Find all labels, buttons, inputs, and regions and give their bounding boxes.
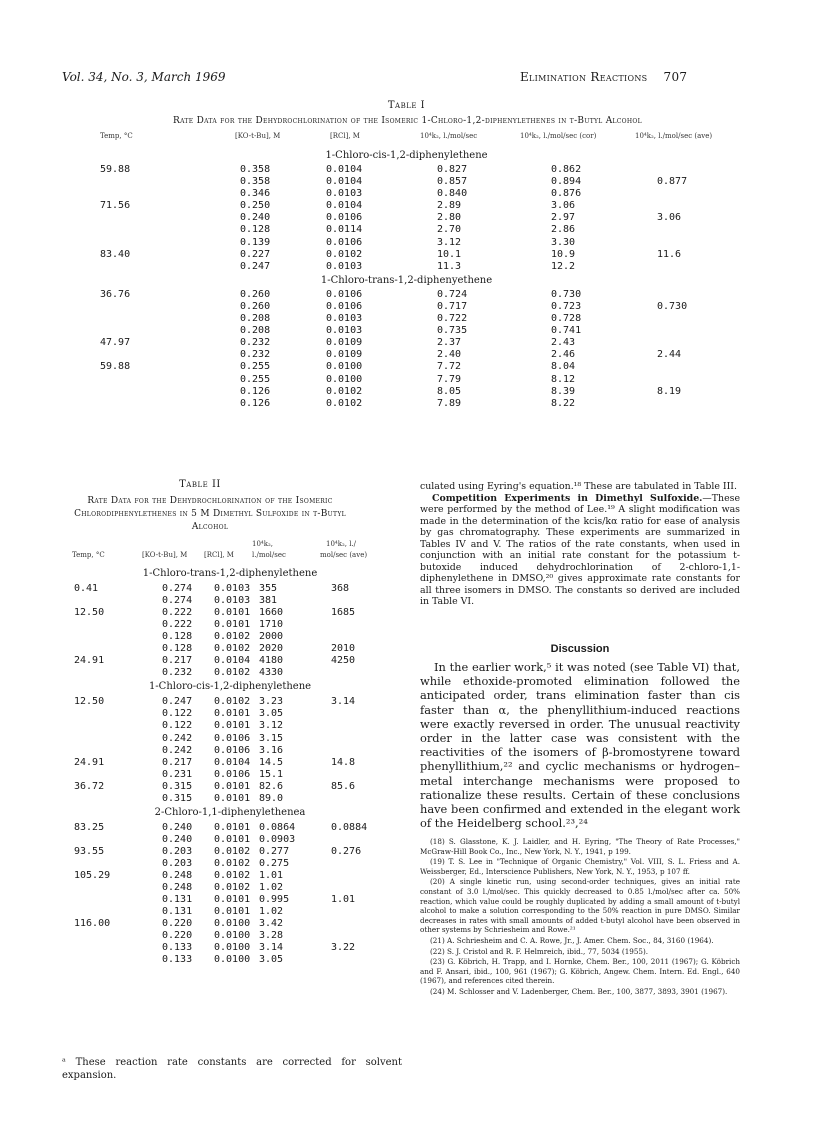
table-cell: 4330 [259, 667, 284, 679]
table-cell: 0.0884 [331, 821, 368, 833]
reference-24: (24) M. Schlosser and V. Ladenberger, Chem. Ber., 100, 3877, 3893, 3901 (1967). [430, 986, 728, 996]
running-header-volume: Vol. 34, No. 3, March 1969 [62, 70, 226, 84]
body-text-right-top [420, 481, 740, 608]
table-cell: 83.25 [74, 821, 105, 833]
table-cell: 0.862 [551, 164, 582, 175]
table2-header-k2-line1: 10⁴k₂, [252, 540, 273, 548]
table-cell: 0.217 [162, 655, 193, 667]
table-row [0, 224, 813, 236]
table-cell: 0.0100 [214, 930, 251, 942]
table-cell: 0.232 [240, 349, 271, 361]
table-cell: 8.04 [551, 361, 576, 373]
table2-footnote: ᵃ These reaction rate constants are corrected for solvent expansion. [62, 1057, 402, 1081]
table-row [0, 164, 813, 176]
table-cell: 0.126 [240, 385, 271, 397]
table2-section-label: 1-Chloro-trans-1,2-diphenylethene [142, 568, 318, 579]
table-cell: 381 [259, 595, 278, 607]
table-cell: 2020 [259, 643, 284, 655]
table-cell: 0.275 [259, 857, 290, 869]
table-cell: 83.40 [100, 248, 131, 260]
table-cell: 2.40 [437, 349, 462, 361]
table1-body [0, 148, 813, 410]
table-row [0, 954, 400, 966]
table-cell: 0.240 [162, 821, 193, 833]
table-cell: 3.14 [331, 696, 356, 708]
table-cell: 3.30 [551, 236, 576, 248]
table-cell: 8.12 [551, 373, 576, 385]
table-cell: 7.72 [437, 361, 462, 373]
table-cell: 0.222 [162, 607, 193, 619]
table-cell: 0.894 [551, 176, 582, 188]
table-row [0, 708, 400, 720]
table-cell: 0.131 [162, 906, 193, 918]
table-cell: 0.220 [162, 930, 193, 942]
table-cell: 0.0100 [214, 918, 251, 930]
table-cell: 85.6 [331, 780, 356, 792]
table-cell: 0.255 [240, 361, 271, 373]
table-row [0, 349, 813, 361]
table-cell: 0.0100 [326, 373, 363, 385]
table-cell: 0.0101 [214, 821, 251, 833]
table-cell: 0.315 [162, 780, 193, 792]
table-cell: 15.1 [259, 768, 284, 780]
table-row [0, 237, 813, 249]
table-row [0, 313, 813, 325]
table-cell: 7.79 [437, 373, 462, 385]
table-cell: 0.0103 [326, 313, 363, 325]
competition-heading: Competition Experiments in Dimethyl Sulfoxide. [432, 492, 703, 504]
table-row [0, 212, 813, 224]
table-row [0, 882, 400, 894]
table-cell: 0.0101 [214, 780, 251, 792]
reference-19: (19) T. S. Lee in "Technique of Organic Chemistry," Vol. VIII, S. L. Friess and A. Weissberger, Ed., Interscience Publishers, New York, N. Y., 1953, p 107 ff. [420, 857, 740, 876]
table-cell: 59.88 [100, 361, 131, 373]
table2-header-rcl: [RCl], M [204, 551, 234, 559]
table1-header-rcl: [RCl], M [330, 132, 360, 140]
discussion-paragraph: In the earlier work,⁵ it was noted (see Table VI) that, while ethoxide-promoted elimination followed the anticipated order, trans elimination faster than cis faster than α, the phenyllithium-induced reactions were exactly reversed in order. The unusual reactivity order in the latter case was consistent with the reactivities of the isomers of β-bromostyrene toward phenyllithium,²² and cyclic mechanisms or hydrogen–metal interchange mechanisms were proposed to rationalize these results. Certain of these conclusions have been confirmed and extended in the elegant work of the Heidelberg school.²³,²⁴ [420, 660, 740, 831]
table-cell: 71.56 [100, 200, 131, 212]
table-cell: 0.203 [162, 857, 193, 869]
table-cell: 0.242 [162, 744, 193, 756]
table-cell: 0.0114 [326, 224, 363, 236]
table-cell: 8.19 [657, 385, 682, 397]
table-row [0, 781, 400, 793]
table-cell: 0.255 [240, 373, 271, 385]
table-cell: 0.122 [162, 708, 193, 720]
table-cell: 0.346 [240, 188, 271, 200]
competition-text: —These were performed by the method of Lee.¹⁹ A slight modification was made in the determination of the kcis/kα ratio for ease of analysis by gas chromatography. These experiments are summarized in Tables IV and V. The ratios of the rate constants, when used in conjunction with an initial rate constant for the potassium t-butoxide induced dehydrochlorination of 2-chloro-1,1-diphenylethene in DMSO,²⁰ gives approximate rate constants for all three isomers in DMSO. The constants so derived are included in Table VI. [420, 492, 740, 607]
table-cell: 12.50 [74, 696, 105, 708]
table-cell: 3.28 [259, 930, 284, 942]
table-row [0, 361, 813, 373]
table-cell: 11.3 [437, 260, 462, 272]
table-cell: 12.50 [74, 607, 105, 619]
table-cell: 3.06 [657, 212, 682, 224]
table-cell: 0.227 [240, 248, 271, 260]
table-cell: 1.01 [259, 869, 284, 881]
table-cell: 0.0106 [214, 744, 251, 756]
table1-header-temp: Temp, °C [100, 132, 133, 140]
table-row [0, 619, 400, 631]
table-cell: 0.735 [437, 325, 468, 337]
table-cell: 0.0109 [326, 349, 363, 361]
table-cell: 0.274 [162, 595, 193, 607]
table-cell: 0.222 [162, 619, 193, 631]
table-cell: 0.208 [240, 325, 271, 337]
table-cell: 0.0102 [214, 869, 251, 881]
table-cell: 0.0102 [326, 248, 363, 260]
table2-header-base: [KO-t-Bu], M [142, 551, 188, 559]
table-cell: 93.55 [74, 845, 105, 857]
table-row [0, 249, 813, 261]
table-row [0, 942, 400, 954]
table-cell: 0.0102 [214, 882, 251, 894]
table-cell: 0.128 [162, 631, 193, 643]
table-cell: 0.41 [74, 583, 99, 594]
table-cell: 0.0102 [214, 845, 251, 857]
table1-section-label: 1-Chloro-trans-1,2-diphenyethene [320, 274, 493, 286]
table-cell: 0.315 [162, 792, 193, 804]
table-row [0, 745, 400, 757]
table-cell: 3.12 [437, 236, 462, 248]
table-cell: 2.37 [437, 337, 462, 349]
table-row [0, 834, 400, 846]
table-cell: 0.276 [331, 845, 362, 857]
table-cell: 0.0101 [214, 607, 251, 619]
table1-title: Table I [387, 100, 426, 111]
table-cell: 0.203 [162, 845, 193, 857]
table-row [0, 757, 400, 769]
table-cell: 0.0104 [326, 176, 363, 188]
table-cell: 0.128 [162, 643, 193, 655]
table-cell: 2.44 [657, 349, 682, 361]
table-cell: 0.274 [162, 583, 193, 594]
table-cell: 0.730 [657, 300, 688, 312]
table1-header-k2: 10⁴k₂, l./mol/sec [420, 132, 478, 140]
table-cell: 3.05 [259, 708, 284, 720]
table-cell: 3.16 [259, 744, 284, 756]
table-row [0, 793, 400, 805]
table-cell: 3.15 [259, 732, 284, 744]
table-cell: 0.840 [437, 188, 468, 200]
table-cell: 8.39 [551, 385, 576, 397]
table-cell: 0.0100 [214, 942, 251, 954]
table-cell: 0.133 [162, 954, 193, 966]
reference-20: (20) A single kinetic run, using second-order techniques, gives an initial rate constant of 3.0 l./mol/sec. This quickly decreased to 0.85 l./mol/sec after ca. 50% reaction, which value could be roughly duplicated by adding a small amount of t-butyl alcohol to make a solution corresponding to the 50% reaction in pure DMSO. Similar decreases in rates with small amounts of added t-butyl alcohol have been observed in other systems by Schriesheim and Rowe.²¹ [420, 877, 740, 935]
table-cell: 0.0100 [326, 361, 363, 373]
table-cell: 2.46 [551, 349, 576, 361]
table-cell: 0.0102 [326, 385, 363, 397]
table-cell: 0.857 [437, 176, 468, 188]
table-cell: 0.247 [240, 260, 271, 272]
table-cell: 0.0103 [326, 188, 363, 200]
table-cell: 0.722 [437, 313, 468, 325]
table-cell: 0.995 [259, 894, 290, 906]
table-cell: 14.8 [331, 756, 356, 768]
table-cell: 0.358 [240, 176, 271, 188]
table-cell: 2.80 [437, 212, 462, 224]
table-row [0, 374, 813, 386]
table2-section-label: 1-Chloro-cis-1,2-diphenylethene [148, 681, 312, 693]
table-cell: 0.232 [240, 337, 271, 349]
table-row [0, 583, 400, 595]
table-row [0, 301, 813, 313]
table-row [0, 643, 400, 655]
table-cell: 0.0102 [214, 631, 251, 643]
table-cell: 0.0104 [214, 756, 251, 768]
table-row [0, 325, 813, 337]
table-row [0, 386, 813, 398]
table-cell: 3.14 [259, 942, 284, 954]
table-row [0, 667, 400, 679]
table2-header-temp: Temp, °C [72, 551, 105, 559]
table-cell: 2.89 [437, 200, 462, 212]
table-cell: 0.250 [240, 200, 271, 212]
table-cell: 3.23 [259, 696, 284, 708]
references [420, 837, 740, 998]
table-cell: 12.2 [551, 260, 576, 272]
table-cell: 0.0103 [326, 260, 363, 272]
table-cell: 0.0101 [214, 619, 251, 631]
table-cell: 0.0109 [326, 337, 363, 349]
table2-header-ave-line2: mol/sec (ave) [320, 551, 368, 559]
table-cell: 1.01 [331, 894, 356, 906]
table-cell: 0.728 [551, 313, 582, 325]
table-row [0, 822, 400, 834]
table-cell: 0.877 [657, 176, 688, 188]
table2-caption: Rate Data for the Dehydrochlorination of the Isomeric Chlorodiphenylethenes in 5 M Dimethyl Sulfoxide in t-Butyl Alcohol [74, 496, 346, 532]
table-cell: 0.0102 [214, 857, 251, 869]
reference-18: (18) S. Glasstone, K. J. Laidler, and H. Eyring, "The Theory of Rate Processes," McGraw-Hill Book Co., Inc., New York, N. Y., 1941, p 199. [420, 837, 740, 856]
table-row [0, 631, 400, 643]
table-cell: 59.88 [100, 164, 131, 175]
table-cell: 2010 [331, 643, 356, 655]
table-cell: 82.6 [259, 780, 284, 792]
table-cell: 0.0101 [214, 708, 251, 720]
table-row [0, 769, 400, 781]
table-cell: 0.260 [240, 288, 271, 300]
table-cell: 0.0100 [214, 954, 251, 966]
table-cell: 0.0102 [214, 667, 251, 679]
table-row [0, 337, 813, 349]
table-cell: 1.02 [259, 882, 284, 894]
table-row [0, 720, 400, 732]
table-cell: 0.0102 [326, 397, 363, 409]
table-cell: 3.06 [551, 200, 576, 212]
table-cell: 36.72 [74, 780, 105, 792]
running-header-section: Elimination Reactions [520, 70, 648, 84]
table-cell: 0.876 [551, 188, 582, 200]
table-cell: 0.139 [240, 236, 271, 248]
table-row [0, 595, 400, 607]
table-cell: 0.730 [551, 288, 582, 300]
table-cell: 47.97 [100, 337, 131, 349]
table-cell: 0.0106 [326, 288, 363, 300]
table-cell: 0.0101 [214, 833, 251, 845]
reference-22: (22) S. J. Cristol and R. F. Helmreich, ibid., 77, 5034 (1955). [430, 946, 649, 956]
table-cell: 0.0101 [214, 906, 251, 918]
table-cell: 24.91 [74, 655, 105, 667]
table-row [0, 188, 813, 200]
table2-section-label: 2-Chloro-1,1-diphenylethenea [154, 806, 306, 818]
table-cell: 4180 [259, 655, 284, 667]
table-row [0, 846, 400, 858]
table-cell: 355 [259, 583, 278, 594]
table1-header-base: [KO-t-Bu], M [235, 132, 281, 140]
table-cell: 2.86 [551, 224, 576, 236]
table-cell: 36.76 [100, 288, 131, 300]
table2-header-ave-line1: 10⁴k₂, l./ [326, 540, 357, 548]
table1-header-k2-cor: 10⁴k₂, l./mol/sec (cor) [520, 132, 597, 140]
discussion-text [420, 660, 740, 830]
table-cell: 0.240 [162, 833, 193, 845]
table-cell: 1660 [259, 607, 284, 619]
table-row [0, 858, 400, 870]
table-cell: 4250 [331, 655, 356, 667]
table-row [0, 176, 813, 188]
table-cell: 0.0903 [259, 833, 296, 845]
table-row [0, 696, 400, 708]
table-cell: 0.260 [240, 300, 271, 312]
reference-21: (21) A. Schriesheim and C. A. Rowe, Jr., J. Amer. Chem. Soc., 84, 3160 (1964). [430, 935, 714, 945]
table-cell: 2000 [259, 631, 284, 643]
table-cell: 0.232 [162, 667, 193, 679]
table1-header-k2-ave: 10⁴k₂, l./mol/sec (ave) [635, 132, 713, 140]
table-row [0, 894, 400, 906]
table-cell: 0.827 [437, 164, 468, 175]
table-cell: 14.5 [259, 756, 284, 768]
table-cell: 0.247 [162, 696, 193, 708]
table2-title: Table II [179, 479, 221, 490]
table-cell: 0.0864 [259, 821, 296, 833]
table-cell: 0.358 [240, 164, 271, 175]
table-row [0, 930, 400, 942]
table1-section-label: 1-Chloro-cis-1,2-diphenylethene [325, 150, 488, 161]
table-cell: 0.248 [162, 869, 193, 881]
table-cell: 0.231 [162, 768, 193, 780]
table-cell: 2.97 [551, 212, 576, 224]
table-cell: 0.126 [240, 397, 271, 409]
paragraph-eyring: culated using Eyring's equation.¹⁸ These are tabulated in Table III. [420, 481, 737, 492]
reference-23: (23) G. Köbrich, H. Trapp, and I. Hornke, Chem. Ber., 100, 2011 (1967); G. Köbrich and F. Ansari, ibid., 100, 961 (1967); G. Köbrich, Angew. Chem. Intern. Ed. Engl., 640 (1967), and references cited therein. [420, 957, 740, 986]
table1-caption: Rate Data for the Dehydrochlorination of the Isomeric 1-Chloro-1,2-diphenylethenes in t-Butyl Alcohol [173, 116, 642, 126]
table-cell: 0.0106 [214, 732, 251, 744]
table-cell: 1710 [259, 619, 284, 631]
table-row [0, 655, 400, 667]
table-row [0, 906, 400, 918]
table-row [0, 200, 813, 212]
table-cell: 0.0102 [214, 696, 251, 708]
table-cell: 8.22 [551, 397, 576, 409]
table-cell: 0.0101 [214, 894, 251, 906]
table-cell: 0.724 [437, 288, 468, 300]
table-row [0, 870, 400, 882]
table-cell: 3.22 [331, 942, 356, 954]
table-row [0, 289, 813, 301]
table-cell: 0.133 [162, 942, 193, 954]
table-cell: 7.89 [437, 397, 462, 409]
table2-header-k2-line2: l./mol/sec [252, 551, 286, 559]
table-cell: 0.0106 [326, 300, 363, 312]
table-cell: 2.70 [437, 224, 462, 236]
table-cell: 0.242 [162, 732, 193, 744]
page-number: 707 [663, 70, 688, 84]
table-cell: 368 [331, 583, 350, 594]
table-cell: 0.723 [551, 300, 582, 312]
table-row [0, 398, 813, 410]
table-cell: 10.9 [551, 248, 576, 260]
paragraph-competition [420, 493, 740, 608]
table-cell: 0.0103 [326, 325, 363, 337]
table-cell: 3.05 [259, 954, 284, 966]
table-cell: 10.1 [437, 248, 462, 260]
table-cell: 0.717 [437, 300, 468, 312]
table-cell: 8.05 [437, 385, 462, 397]
table-cell: 0.277 [259, 845, 290, 857]
table-cell: 0.217 [162, 756, 193, 768]
table-cell: 1685 [331, 607, 356, 619]
table-cell: 89.0 [259, 792, 284, 804]
table-cell: 0.0101 [214, 720, 251, 732]
table-cell: 105.29 [74, 869, 111, 881]
table-cell: 0.248 [162, 882, 193, 894]
table-cell: 116.00 [74, 918, 111, 930]
table-cell: 0.0103 [214, 595, 251, 607]
table-cell: 0.0103 [214, 583, 251, 594]
table-cell: 0.741 [551, 325, 582, 337]
table-cell: 3.42 [259, 918, 284, 930]
table-cell: 0.0104 [326, 164, 363, 175]
table-cell: 0.0101 [214, 792, 251, 804]
table-cell: 0.0106 [326, 236, 363, 248]
table-cell: 0.220 [162, 918, 193, 930]
table-row [0, 261, 813, 273]
table-cell: 0.240 [240, 212, 271, 224]
table-row [0, 733, 400, 745]
table-cell: 0.128 [240, 224, 271, 236]
table-row [0, 607, 400, 619]
table-cell: 1.02 [259, 906, 284, 918]
table-cell: 0.0106 [326, 212, 363, 224]
table-cell: 24.91 [74, 756, 105, 768]
table-cell: 11.6 [657, 248, 682, 260]
running-header-title [520, 70, 687, 84]
table-cell: 0.208 [240, 313, 271, 325]
table-cell: 3.12 [259, 720, 284, 732]
table-cell: 0.131 [162, 894, 193, 906]
table-cell: 0.0102 [214, 643, 251, 655]
table-cell: 0.122 [162, 720, 193, 732]
table-cell: 0.0106 [214, 768, 251, 780]
table2-body [0, 566, 400, 966]
table-cell: 0.0104 [214, 655, 251, 667]
section-heading-discussion: Discussion [550, 643, 610, 655]
table-cell: 2.43 [551, 337, 576, 349]
table-row [0, 918, 400, 930]
table-cell: 0.0104 [326, 200, 363, 212]
